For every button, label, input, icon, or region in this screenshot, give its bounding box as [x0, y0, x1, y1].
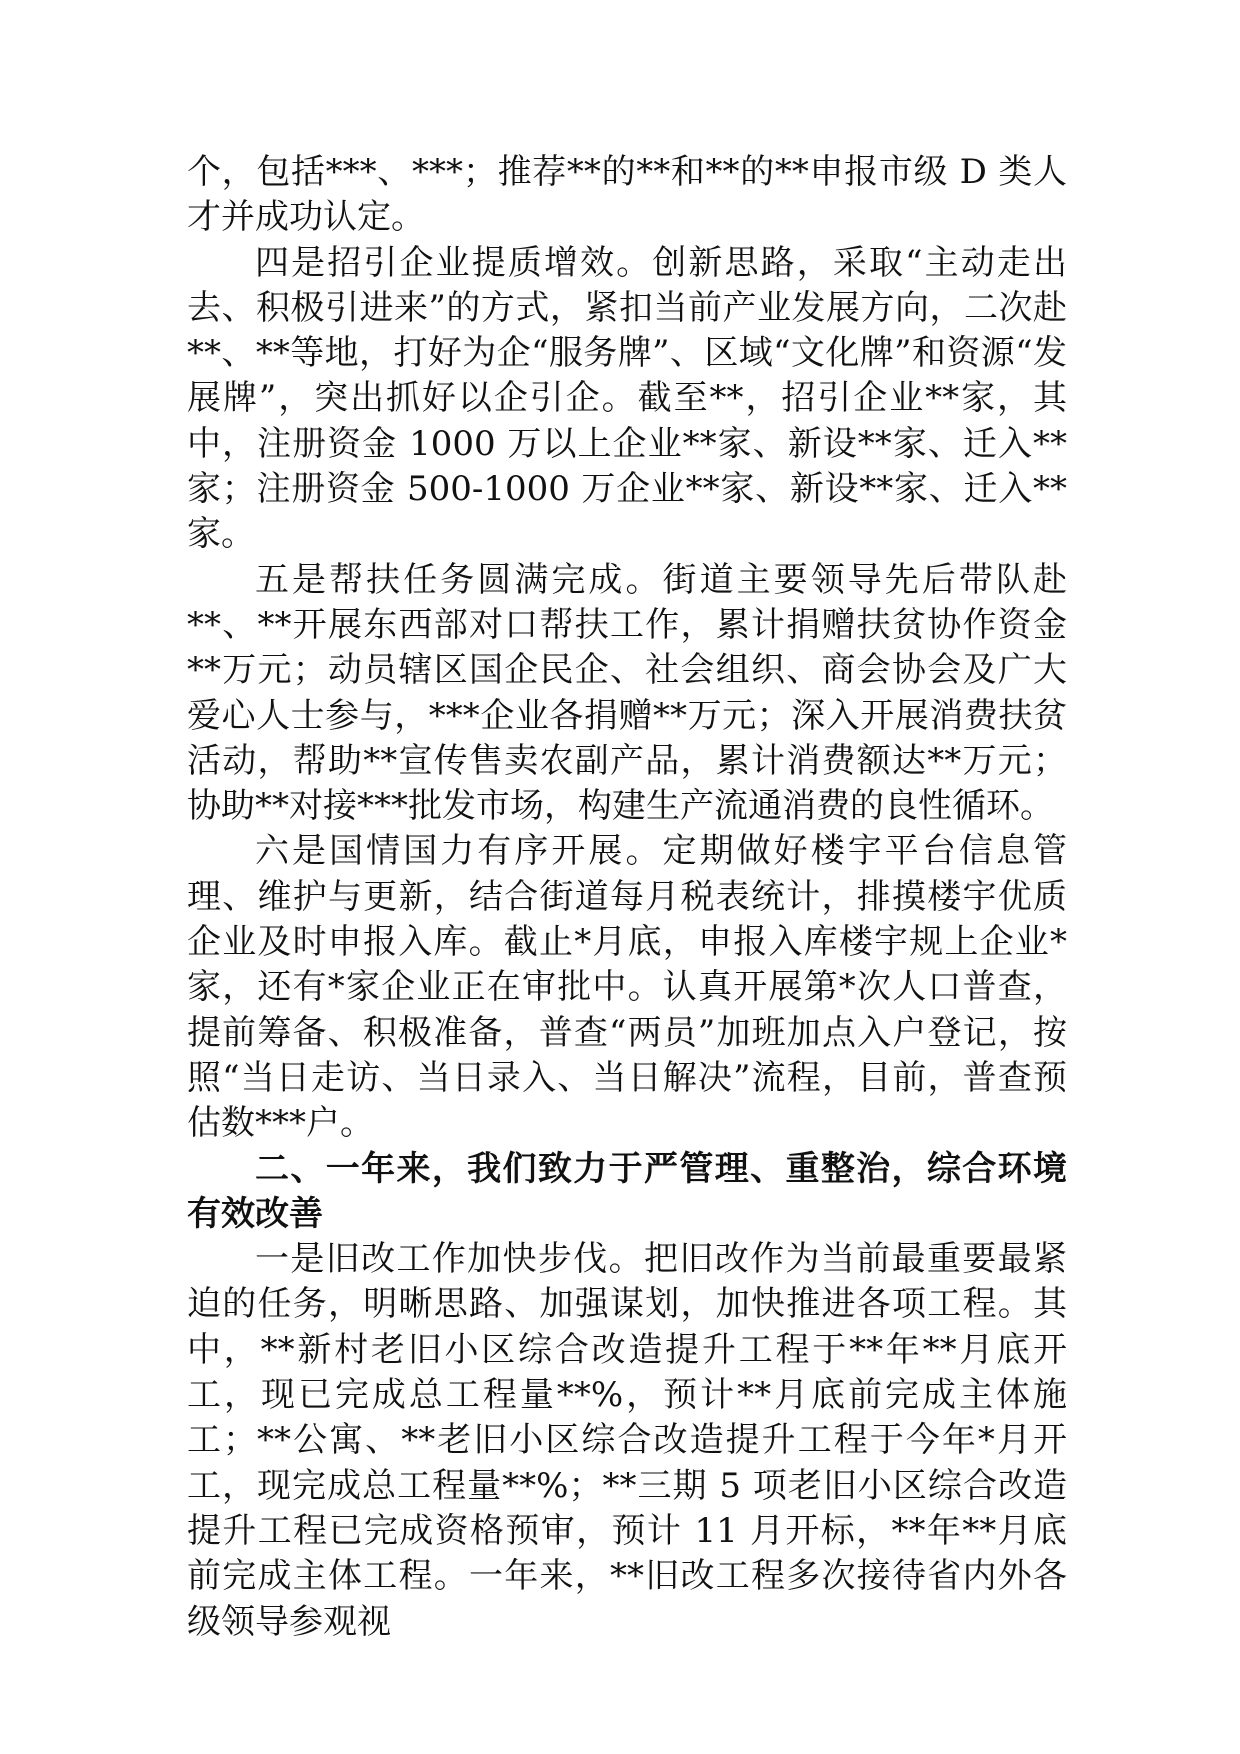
paragraph-renovation-work: 一是旧改工作加快步伐。把旧改作为当前最重要最紧迫的任务，明晰思路、加强谋划，加快推进各项工程。其中，**新村老旧小区综合改造提升工程于**年**月底开工，现已完成总工程量**%，预计**月底前完成主体施工；**公寓、**老旧小区综合改造提升工程于今年*月开工，现完成总工程量**%；**三期 5 项老旧小区综合改造提升工程已完成资格预审，预计 11 月开标，**年**月底前完成主体工程。一年来，**旧改工程多次接待省内外各级领导参观视	[187, 1239, 1067, 1642]
section-heading-environment: 二、一年来，我们致力于严管理、重整治，综合环境有效改善	[187, 1148, 1067, 1234]
document-body	[187, 150, 1067, 1645]
paragraph-national-census: 六是国情国力有序开展。定期做好楼宇平台信息管理、维护与更新，结合街道每月税表统计，排摸楼宇优质企业及时申报入库。截止*月底，申报入库楼宇规上企业*家，还有*家企业正在审批中。认真开展第*次人口普查，提前筹备、积极准备，普查“两员”加班加点入户登记，按照“当日走访、当日录入、当日解决”流程，目前，普查预估数***户。	[187, 831, 1067, 1144]
paragraph-assistance-tasks: 五是帮扶任务圆满完成。街道主要领导先后带队赴**、**开展东西部对口帮扶工作，累计捐赠扶贫协作资金**万元；动员辖区国企民企、社会组织、商会协会及广大爱心人士参与，***企业各捐赠**万元；深入开展消费扶贫活动，帮助**宣传售卖农副产品，累计消费额达**万元；协助**对接***批发市场，构建生产流通消费的良性循环。	[187, 559, 1067, 827]
paragraph-enterprise-recruitment: 四是招引企业提质增效。创新思路，采取“主动走出去、积极引进来”的方式，紧扣当前产业发展方向，二次赴**、**等地，打好为企“服务牌”、区域“文化牌”和资源“发展牌”，突出抓好以企引企。截至**，招引企业**家，其中，注册资金 1000 万以上企业**家、新设**家、迁入**家；注册资金 500-1000 万企业**家、新设**家、迁入**家。	[187, 242, 1067, 555]
paragraph-continuation: 个，包括***、***；推荐**的**和**的**申报市级 D 类人才并成功认定。	[187, 152, 1067, 238]
